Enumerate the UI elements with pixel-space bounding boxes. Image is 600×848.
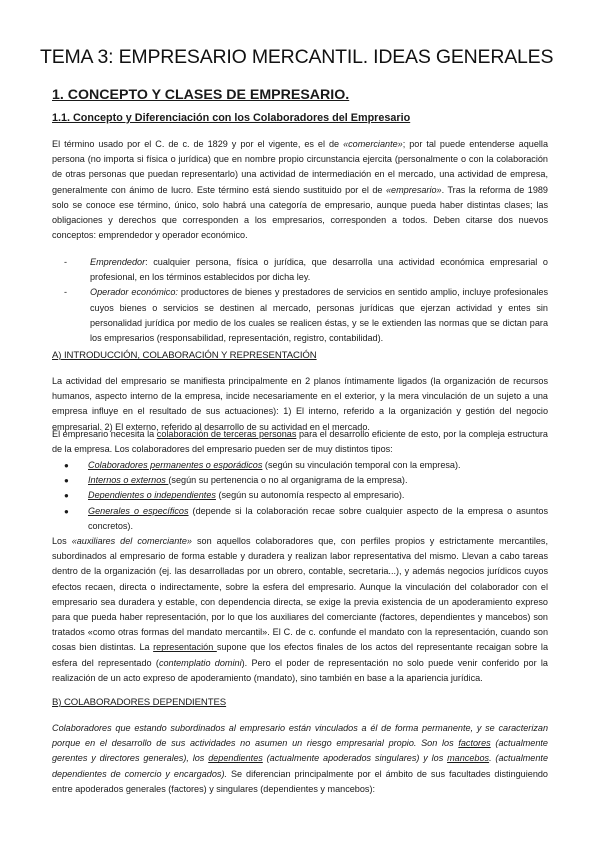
- term-representacion: representación: [153, 642, 217, 653]
- text-run: (actualmente apoderados singulares) y los: [262, 753, 448, 764]
- term-empresario: «empresario»: [385, 184, 442, 195]
- term-mancebos: mancebos: [447, 753, 490, 764]
- list-item: [52, 473, 548, 488]
- list-text: : cualquier persona, física o jurídica, que desarrolla una actividad económica empresarial o profesional, en los términos establecidos por dicha ley.: [90, 257, 548, 283]
- list-term: Internos o externos: [88, 475, 169, 486]
- term-comerciante: «comerciante»: [343, 139, 403, 149]
- text-run: El término usado por el C. de c. de 1829 y por el vigente, es el de: [52, 139, 344, 149]
- dash-marker: -: [64, 287, 68, 298]
- list-item: [52, 488, 548, 503]
- subsection-heading-concepto: 1.1. Concepto y Diferenciación con los Colaboradores del Empresario: [52, 112, 411, 124]
- section-heading-concepto: 1. CONCEPTO Y CLASES DE EMPRESARIO.: [52, 87, 350, 103]
- list-term: Generales o específicos: [88, 505, 189, 516]
- list-item: [52, 458, 548, 473]
- list-text: (según su vinculación temporal con la empresa).: [262, 460, 461, 470]
- text-run: ; por tal puede entenderse aquella persona (no importa si física o jurídica) que en nombre propio circunstancia ejercita (personalmente o con la colaboración de otras personas que puedan representarlo) una actividad de intermediación en el mercado, una actividad de empresa, generalmente con ánimo de lucro. Este término está siendo sustituido por el de: [52, 139, 548, 195]
- bullet-marker: ●: [64, 491, 69, 501]
- term-factores: factores: [458, 738, 491, 749]
- list-term: Emprendedor: [90, 257, 146, 267]
- paragraph-actividad: La actividad del empresario se manifiesta principalmente en 2 planos íntimamente ligados (la organización de recursos humanos, aspecto interno de la empresa, incide necesariamente en el exterior, y la mera vinculación de un sujeto a una empresa influye en el resultado de sus actuaciones): 1) El interno, referido a la organización y gestión del negocio empresarial. 2) El externo, referido al desarrollo de su actividad en el mercado.: [52, 376, 548, 432]
- concept-list: [52, 255, 548, 346]
- dash-marker: -: [64, 257, 68, 267]
- list-term: Operador económico:: [90, 287, 178, 298]
- text-run: supone que los efectos finales de los actos del representante recaigan sobre la esfera del representado (: [52, 642, 548, 668]
- list-text: productores de bienes y prestadores de servicios en sentido amplio, incluye profesionales cuyos bienes o servicios se destinen al mercado, personas jurídicas que ejerzan actividad y entes sin personalidad jurídica por medio de los cuales se realicen éstas, y se le extienden las normas que se dictan para los empresarios (responsabilidad, representación, registro, contabilidad).: [90, 287, 548, 344]
- list-text: (depende si la colaboración recae sobre cualquier aspecto de la empresa o asuntos concretos).: [88, 505, 549, 531]
- section-heading-dependientes: B) COLABORADORES DEPENDIENTES: [52, 697, 227, 708]
- paragraph-colaboradores-dependientes: [52, 721, 548, 797]
- bullet-marker: ●: [64, 506, 69, 516]
- text-run: Los: [52, 536, 72, 546]
- text-run: Colaboradores que estando subordinados al empresario están vinculados a él de forma permanente, y se caracterizan porque en el desarrollo de sus actividades no asumen un riesgo empresarial propio. Son los: [52, 723, 548, 749]
- text-run: . Tras la reforma de 1989 solo se conoce ese término, único, solo habrá una categoría de empresario, aunque pueda haber distintas clases; las obligaciones y derechos que corresponden a los empresarios, corresponden a todos. Deben citarse dos nuevos conceptos: emprendedor y operador económico.: [52, 184, 548, 241]
- term-dependientes: dependientes: [208, 753, 263, 764]
- list-item: [52, 285, 548, 346]
- list-term: Colaboradores permanentes o esporádicos: [88, 460, 263, 470]
- bullet-marker: ●: [64, 461, 69, 470]
- term-colaboracion: colaboración de terceras personas: [156, 429, 297, 439]
- text-run: ). Pero el poder de representación no solo puede venir conferido por la realización de un acto expreso de apoderamiento (mandato), sino también en base a la apariencia jurídica.: [52, 657, 548, 683]
- page-title: TEMA 3: EMPRESARIO MERCANTIL. IDEAS GENERALES: [40, 46, 554, 68]
- list-item: [52, 504, 548, 534]
- text-run: para el desarrollo eficiente de esto, por la compleja estructura de la empresa. Los colaboradores del empresario pueden ser de muy distintos tipos:: [52, 429, 548, 455]
- paragraph-colaboracion: [52, 427, 548, 457]
- paragraph-comerciante: [52, 137, 548, 243]
- collaborator-types-list: [52, 458, 548, 534]
- text-run: (actualmente gerentes y directores generales), los: [52, 738, 548, 764]
- paragraph-auxiliares: [52, 534, 548, 686]
- list-item: [52, 255, 548, 285]
- bullet-marker: ●: [64, 476, 69, 486]
- text-run: Se diferencian principalmente por el ámbito de sus facultades distinguiendo entre apoderados generales (factores) y singulares (dependientes y mancebos):: [52, 768, 548, 794]
- text-run: El empresario necesita la: [52, 429, 157, 439]
- text-run: son aquellos colaboradores que, con perfiles propios y estrictamente mercantiles, subordinados al empresario de forma estable y duradera y realizan labor representativa del mismo. Llevan a cabo tareas dentro de la organización (ej. las desarrolladas por un obrero, contable, secretaria...), y además negocios jurídicos cuyos efectos recaen, directa o indirectamente, sobre la esfera del empresario. Aunque la vinculación del colaborador con el empresario sea duradera y estable, con dependencia directa, se exige la previa existencia de un apoderamiento expreso para que pueda haber representación, por lo que los auxiliares del comerciante (factores, dependientes y mancebos) son tratados «como otras formas del mandato mercantil». El C. de c. confunde el mandato con la representación, cuando son cosas bien distintas. La: [52, 536, 548, 653]
- list-text: (según su autonomía respecto al empresario).: [215, 490, 405, 501]
- list-text: (según su pertenencia o no al organigrama de la empresa).: [168, 475, 408, 486]
- term-auxiliares: «auxiliares del comerciante»: [71, 536, 192, 546]
- list-term: Dependientes o independientes: [88, 490, 216, 501]
- term-contemplatio-domini: contemplatio domini: [158, 657, 242, 668]
- text-run: . (actualmente dependientes de comercio y encargados).: [52, 753, 548, 779]
- section-heading-introduccion: A) INTRODUCCIÓN, COLABORACIÓN Y REPRESENTACIÓN: [52, 350, 317, 361]
